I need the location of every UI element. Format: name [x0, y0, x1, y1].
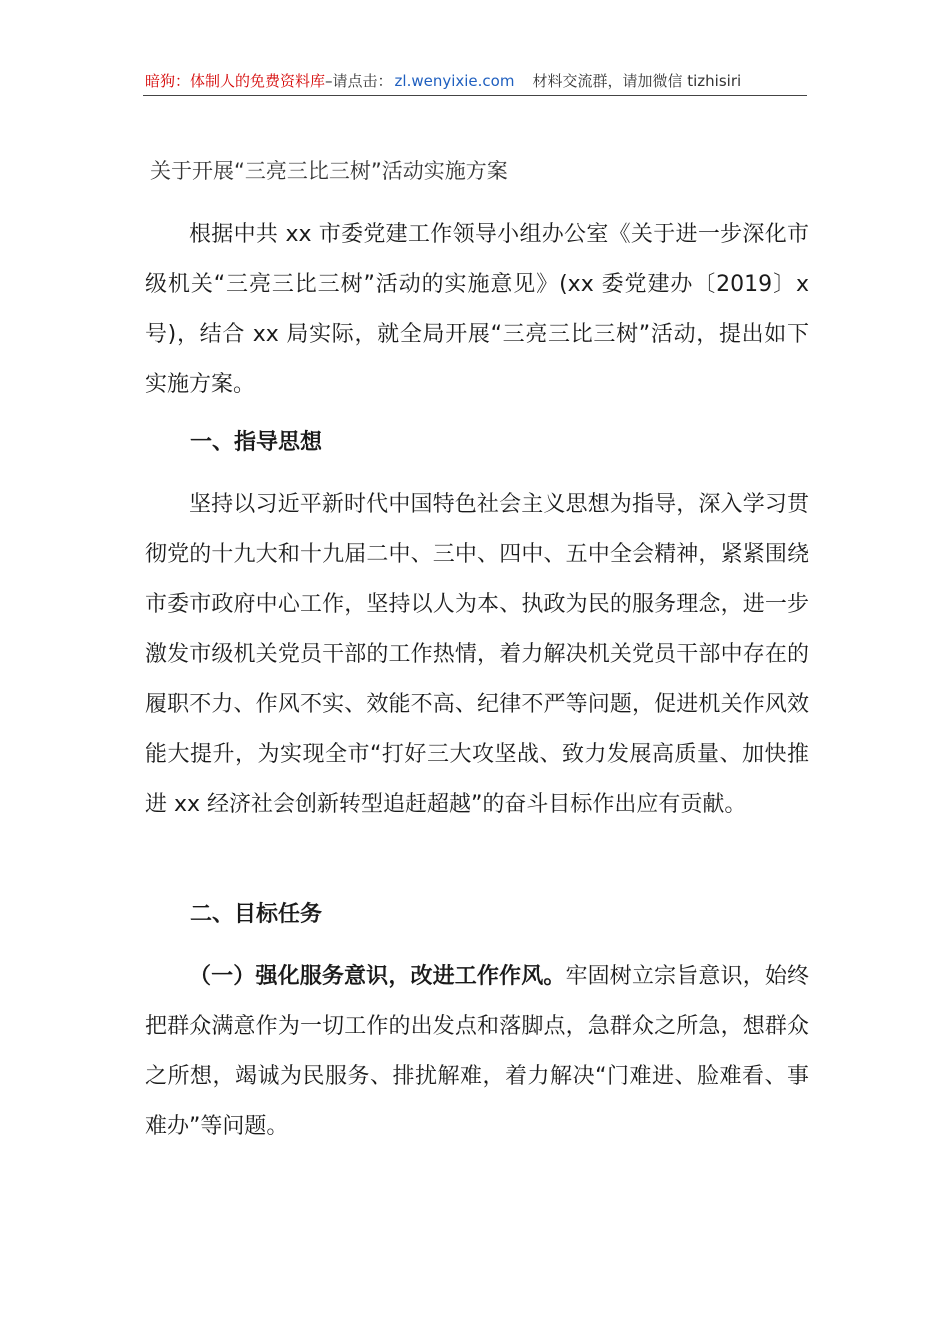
objective-item-1-lead: （一）强化服务意识，改进工作作风。	[189, 964, 566, 989]
document-title: 关于开展“三亮三比三树”活动实施方案	[150, 159, 508, 183]
header-divider	[143, 95, 807, 96]
page-header	[145, 68, 805, 94]
section-heading-guiding-ideology: 一、指导思想	[190, 430, 323, 455]
section-heading-objectives: 二、目标任务	[190, 902, 323, 927]
header-contact: 材料交流群，请加微信 tizhisiri	[532, 72, 742, 90]
header-brand: 暗狗：体制人的免费资料库	[145, 72, 326, 90]
intro-paragraph: 根据中共 xx 市委党建工作领导小组办公室《关于进一步深化市级机关“三亮三比三树”活动的实施意见》(xx 委党建办〔2019〕x 号)，结合 xx 局实际，就全局开展“三亮三比三树”活动，提出如下实施方案。	[145, 222, 809, 397]
objective-item-1	[145, 952, 809, 1152]
header-link[interactable]: zl.wenyixie.com	[394, 72, 515, 90]
objective-item-1-body: 牢固树立宗旨意识，始终把群众满意作为一切工作的出发点和落脚点，急群众之所急，想群众之所想，竭诚为民服务、排扰解难，着力解决“门难进、脸难看、事难办”等问题。	[145, 964, 809, 1139]
header-prompt: –请点击：	[325, 72, 393, 90]
guiding-ideology-paragraph: 坚持以习近平新时代中国特色社会主义思想为指导，深入学习贯彻党的十九大和十九届二中、三中、四中、五中全会精神，紧紧围绕市委市政府中心工作，坚持以人为本、执政为民的服务理念，进一步激发市级机关党员干部的工作热情，着力解决机关党员干部中存在的履职不力、作风不实、效能不高、纪律不严等问题，促进机关作风效能大提升，为实现全市“打好三大攻坚战、致力发展高质量、加快推进 xx 经济社会创新转型追赶超越”的奋斗目标作出应有贡献。	[145, 492, 809, 817]
